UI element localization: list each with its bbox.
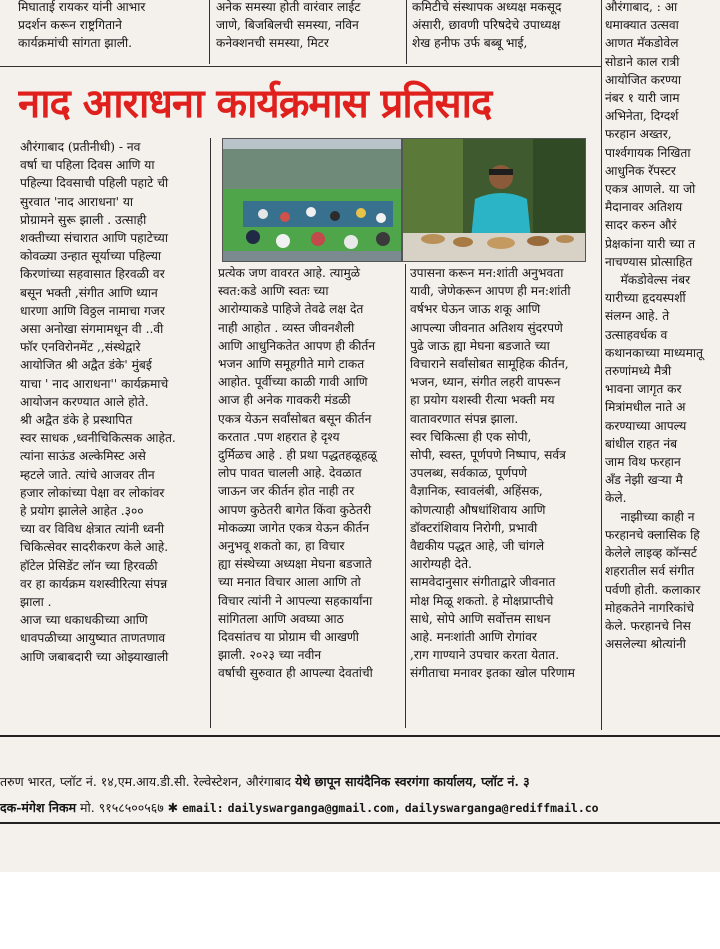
yoga-gathering-photo-icon — [222, 138, 402, 262]
article-headline: नाद आराधना कार्यक्रमास प्रतिसाद — [18, 81, 492, 127]
column-divider — [406, 0, 407, 64]
footer-email-2: dailyswarganga@rediffmail.co — [404, 801, 599, 815]
article-column-1: औरंगाबाद (प्रतीनीधी) - नव वर्षा चा पहिला दिवस आणि या पहिल्या दिवसाची पहिली पहाटे ची सुरवात 'नाद आराधना' या प्रोग्रामने सुरू झाली . उत्साही शक्तीच्या संचारात आणि पहाटेच्या कोवळ्या उन्हात सूर्याच्या पहिल्या किरणांच्या सहवासात हिरवळी वर बसून भक्ती ,संगीत आणि ध्यान धारणा आणि विठ्ठल नामाचा गजर असा अनोखा संगमामधून वी ..वी फॉर एनविरोनमेंट ,,संस्थेद्वारे आयोजित श्री अद्वैत डंके' मुंबई याचा ' नाद आराधना'' कार्यक्रमाचे आयोजन करण्यात आले होते. श्री अद्वैत डंके हे प्रस्थापित स्वर साधक ,ध्वनीचिकित्सक आहेत. त्यांना साऊंड अल्केमिस्ट असे म्हटले जाते. त्यांचे आजवर तीन हजार लोकांच्या पेक्षा वर लोकांवर हे प्रयोग झालेले आहेत .३०० च्या वर विविध क्षेत्रात त्यांनी ध्वनी चिकित्सेवर सादरीकरण केले आहे. हॉटेल प्रेसिडेंट लॉन च्या हिरवळी वर हा कार्यक्रम यशस्वीरित्या संपन्न झाला . आज च्या धकाधकीच्या आणि धावपळीच्या आयुष्यात ताणतणाव आणि जबाबदारी च्या ओझ्याखाली — [20, 140, 176, 664]
top-fragment-col2: अनेक समस्या होती वारंवार लाईट जाणे, बिजबिलची समस्या, नविन कनेक्शनची समस्या, मिटर — [216, 0, 361, 51]
footer-mobile: मो. ९१५८५००५६७ ✱ — [80, 800, 179, 815]
column-divider — [209, 0, 210, 64]
article-column-3: उपासना करून मन:शांती अनुभवता यावी, जेणेकरून आपण ही मन:शांती वर्षभर घेऊन जाऊ शकू आणि आपल्या जीवनात अतिशय सुंदरपणे पुढे जाऊ ह्या मेघना बडजाते च्या विचाराने सर्वांसोबत सामूहिक कीर्तन, भजन, ध्यान, संगीत लहरी वापरून हा प्रयोग यशस्वी रीत्या भक्ती मय वातावरणात संपन्न झाला. स्वर चिकित्सा ही एक सोपी, सोपी, स्वस्त, पूर्णपणे निष्पाप, सर्वत्र उपलब्ध, सर्वकाळ, पूर्णपणे वैज्ञानिक, स्वावलंबी, अहिंसक, कोणत्याही औषधांशिवाय आणि डॉक्टरांशिवाय निरोगी, प्रभावी वैद्यकीय पद्धत आहे, जी चांगले आरोग्यही देते. सामवेदानुसार संगीताद्वारे जीवनात मोक्ष मिळू शकतो. हे मोक्षप्राप्तीचे साधे, सोपे आणि सर्वोत्तम साधन आहे. मनःशांती आणि रोगांवर ,राग गाण्याने उपचार करता येतात. संगीताचा मनावर इतका खोल परिणाम — [410, 266, 575, 681]
column-divider — [405, 264, 406, 728]
footer-address-line — [0, 770, 720, 794]
footer-email-label: email: — [182, 801, 224, 815]
footer-contact-line — [0, 796, 720, 820]
top-divider — [0, 66, 602, 67]
footer-printer: येथे छापून सायंदैनिक स्वरगंगा कार्यालय, प्लॉट नं. ३ — [295, 774, 530, 789]
column-divider — [210, 138, 211, 728]
footer-email-1: dailyswarganga@gmail.com, — [227, 801, 401, 815]
footer-divider — [0, 735, 720, 737]
footer-bottom-rule — [0, 822, 720, 824]
article-column-2: प्रत्येक जण वावरत आहे. त्यामुळे स्वत:कडे आणि स्वतः च्या आरोग्याकडे पाहिजे तेवढे लक्ष देत नाही आहोत . व्यस्त जीवनशैली आणि आधुनिकतेत आपण ही कीर्तन भजन आणि समूहगीते मागे टाकत आहोत. पूर्वीच्या काळी गावी आणि आज ही अनेक गावकरी मंडळी एकत्र येऊन सर्वांसोबत बसून कीर्तन करतात .पण शहरात हे दृश्य दुर्मिळच आहे . ही प्रथा पद्धतहळूहळू लोप पावत चालली आहे. देवळात जाऊन जर कीर्तन होत नाही तर आपण कुठेतरी बागेत किंवा कुठेतरी मोकळ्या जागेत एकत्र येऊन कीर्तन अनुभवू शकतो का, हा विचार ह्या संस्थेच्या अध्यक्षा मेघना बडजाते च्या मनात विचार आला आणि तो विचार त्यांनी ने आपल्या सहकार्यांना सांगितला आणि अवघ्या आठ दिवसांतच या प्रोग्राम ची आखणी झाली. २०२३ च्या नवीन वर्षाची सुरुवात ही आपल्या देवतांची — [218, 266, 377, 681]
column-divider — [601, 0, 602, 730]
footer-address: तरुण भारत, प्लॉट नं. १४,एम.आय.डी.सी. रेल्वेस्टेशन, औरंगाबाद — [0, 774, 292, 789]
right-article-column: औरंगाबाद, : आ धमाक्यात उत्सवा आणत मॅकडोवेल सोडाने काल रात्री आयोजित करण्या नंबर १ यारी जाम अभिनेता, दिग्दर्श फरहान अख्तर, पार्श्वगायक निखिता आधुनिक रॅपस्टर एकत्र आणले. या जो मैदानावर अतिशय सादर करुन औरं प्रेक्षकांना यारी च्या त नाचण्यास प्रोत्साहित मॅकडोवेल्स नंबर यारीच्या हृदयस्पर्शी संलग्न आहे. ते उत्साहवर्धक व कथानकाच्या माध्यमातू तरुणांमध्ये मैत्री भावना जागृत कर मित्रांमधील नाते अ करण्याच्या आपल्य बांधील राहत नंब जाम विथ फरहान अँड नेझी खऱ्या मै केले. नाझीच्या काही न फरहानचे क्लासिक हि केलेले लाइव्ह कॉन्सर्ट शहरातील सर्व संगीत पर्वणी होती. कलाकार मोहकतेने नागरिकांचे केले. फरहानचे निस असलेल्या श्रोत्यांनी — [605, 0, 703, 652]
top-fragment-col1: मिघाताई रायकर यांनी आभार प्रदर्शन करून राष्ट्रगिताने कार्यक्रमांची सांगता झाली. — [18, 0, 146, 51]
footer-editor: दक-मंगेश निकम — [0, 800, 77, 815]
singer-with-singing-bowls-photo-icon — [402, 138, 586, 262]
top-fragment-col3: कमिटीचे संस्थापक अध्यक्ष मकसूद अंसारी, छावणी परिषदेचे उपाध्यक्ष शेख हनीफ उर्फ बब्बू भाई, — [412, 0, 562, 51]
